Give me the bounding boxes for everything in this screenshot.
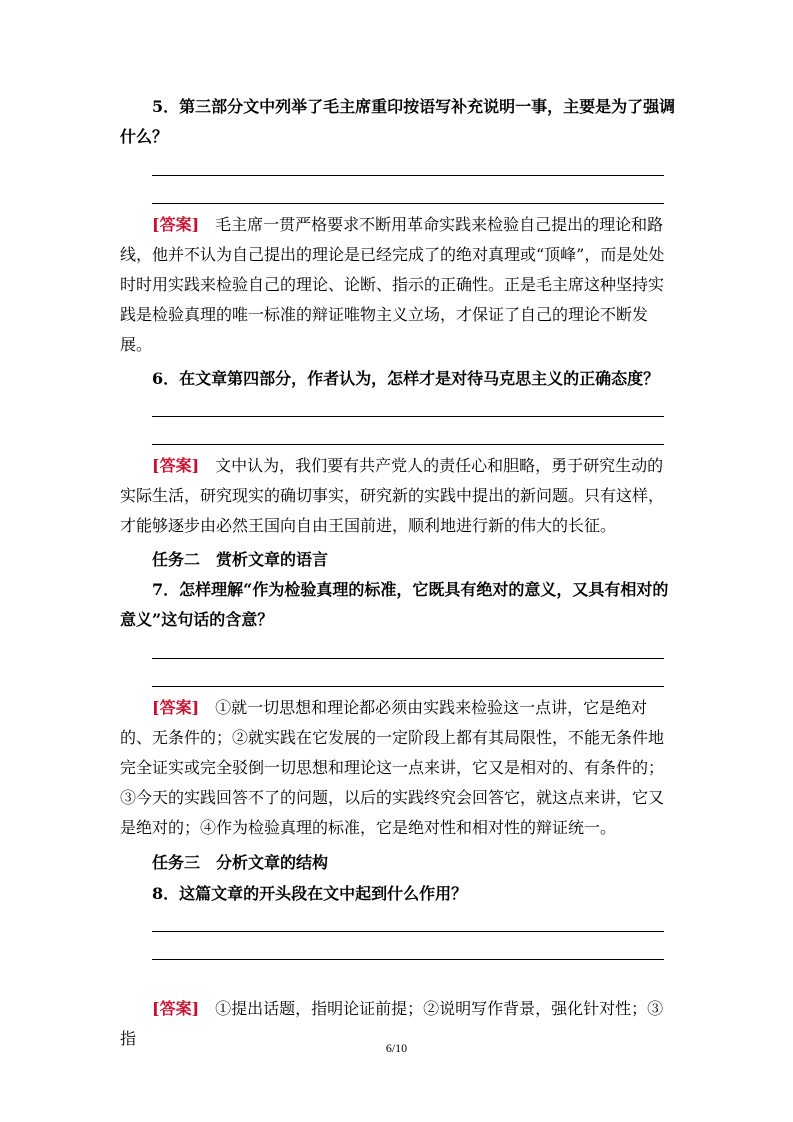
answer-label: [答案] <box>152 999 200 1018</box>
answer-label: [答案] <box>152 698 200 717</box>
task-3-heading: 任务三 分析文章的结构 <box>152 853 329 872</box>
answer-line <box>152 444 664 445</box>
answer-6 <box>120 451 676 541</box>
answer-text: 文中认为，我们要有共产党人的责任心和胆略，勇于研究生动的实际生活，研究现实的确切事实，研究新的实践中提出的新问题。只有这样，才能够逐步由必然王国向自由王国前进，顺利地进行新的伟大的长征。 <box>120 456 665 535</box>
answer-line <box>152 658 664 659</box>
answer-label: [答案] <box>152 456 200 475</box>
question-6: 6．在文章第四部分，作者认为，怎样才是对待马克思主义的正确态度？ <box>152 369 660 388</box>
question-7: 7．怎样理解“作为检验真理的标准，它既具有绝对的意义，又具有相对的意义”这句话的含意？ <box>120 580 669 629</box>
answer-line <box>152 931 664 932</box>
answer-7 <box>120 693 676 843</box>
task-2-heading: 任务二 赏析文章的语言 <box>152 550 329 569</box>
answer-line <box>152 175 664 176</box>
answer-line <box>152 686 664 687</box>
answer-line <box>152 416 664 417</box>
answer-text: ①提出话题，指明论证前提；②说明写作背景，强化针对性；③指 <box>120 999 664 1048</box>
answer-text: ①就一切思想和理论都必须由实践来检验这一点讲，它是绝对的、无条件的；②就实践在它发展的一定阶段上都有其局限性，不能无条件地完全证实或完全驳倒一切思想和理论这一点来讲，它又是相对的、有条件的；③今天的实践回答不了的问题，以后的实践终究会回答它，就这点来讲，它又是绝对的；④作为检验真理的标准，它是绝对性和相对性的辩证统一。 <box>120 698 665 837</box>
answer-line <box>152 203 664 204</box>
answer-label: [答案] <box>152 215 200 234</box>
answer-text: 毛主席一贯严格要求不断用革命实践来检验自己提出的理论和路线，他并不认为自己提出的理论是已经完成了的绝对真理或“顶峰”，而是处处时时用实践来检验自己的理论、论断、指示的正确性。正是毛主席这种坚持实践是检验真理的唯一标准的辩证唯物主义立场，才保证了自己的理论不断发展。 <box>120 215 665 354</box>
question-5: 5．第三部分文中列举了毛主席重印按语写补充说明一事，主要是为了强调什么？ <box>120 97 676 146</box>
question-8: 8．这篇文章的开头段在文中起到什么作用？ <box>152 884 468 903</box>
answer-5 <box>120 210 676 360</box>
page-number: 6/10 <box>385 1041 408 1055</box>
answer-line <box>152 959 664 960</box>
